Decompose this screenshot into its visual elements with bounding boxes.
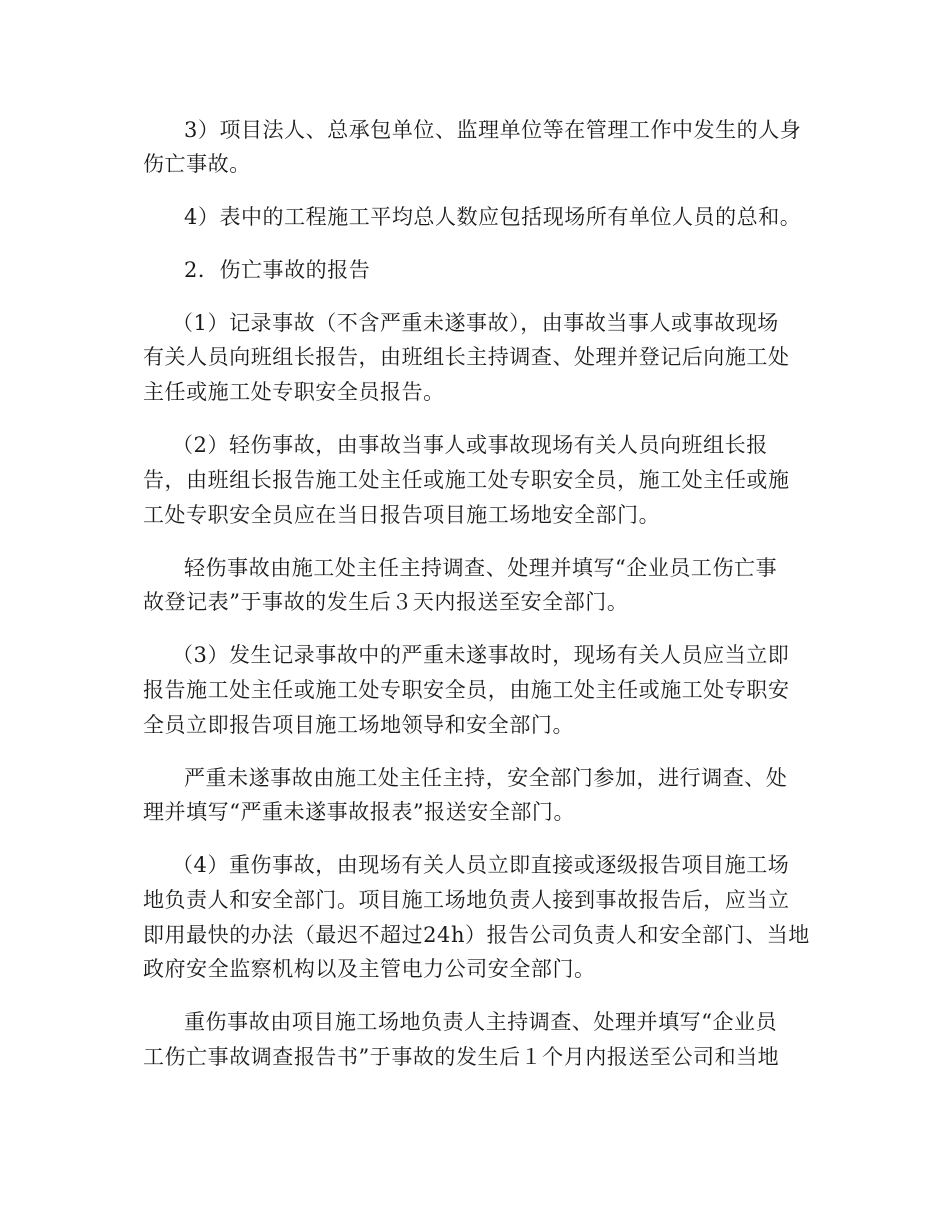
section-heading: 2．伤亡事故的报告 [184,258,371,282]
paragraph-line: 重伤事故由项目施工场地负责人主持调查、处理并填写“企业员 [184,1010,778,1034]
paragraph-line: （1）记录事故（不含严重未遂事故），由事故当事人或事故现场 [172,311,779,335]
paragraph-line: 政府安全监察机构以及主管电力公司安全部门。 [143,957,596,981]
paragraph-line: 严重未遂事故由施工处主任主持，安全部门参加，进行调查、处 [184,766,788,790]
paragraph-line: 工处专职安全员应在当日报告项目施工场地安全部门。 [143,503,661,527]
paragraph-line: 全员立即报告项目施工场地领导和安全部门。 [143,713,574,737]
paragraph-line: 即用最快的办法（最迟不超过24h）报告公司负责人和安全部门、当地 [143,923,810,947]
paragraph-line: 告，由班组长报告施工处主任或施工处专职安全员，施工处主任或施 [143,468,790,492]
paragraph-line: 地负责人和安全部门。项目施工场地负责人接到事故报告后，应当立 [143,888,790,912]
paragraph-line: （3）发生记录事故中的严重未遂事故时，现场有关人员应当立即 [172,643,790,667]
paragraph-line: 故登记表”于事故的发生后３天内报送至安全部门。 [143,590,629,614]
paragraph-line: 伤亡事故。 [143,152,251,176]
paragraph-line: （2）轻伤事故，由事故当事人或事故现场有关人员向班组长报 [172,433,768,457]
paragraph-line: 报告施工处主任或施工处专职安全员，由施工处主任或施工处专职安 [143,678,790,702]
paragraph-line: 理并填写“严重未遂事故报表”报送安全部门。 [143,800,576,824]
paragraph-line: 4）表中的工程施工平均总人数应包括现场所有单位人员的总和。 [184,205,802,229]
paragraph-line: 轻伤事故由施工处主任主持调查、处理并填写“企业员工伤亡事 [184,556,778,580]
paragraph-line: 3）项目法人、总承包单位、监理单位等在管理工作中发生的人身 [184,118,802,142]
paragraph-line: 有关人员向班组长报告，由班组长主持调查、处理并登记后向施工处 [143,345,790,369]
paragraph-line: （4）重伤事故，由现场有关人员立即直接或逐级报告项目施工场 [172,853,790,877]
paragraph-line: 工伤亡事故调查报告书”于事故的发生后１个月内报送至公司和当地 [143,1045,780,1069]
paragraph-line: 主任或施工处专职安全员报告。 [143,380,445,404]
